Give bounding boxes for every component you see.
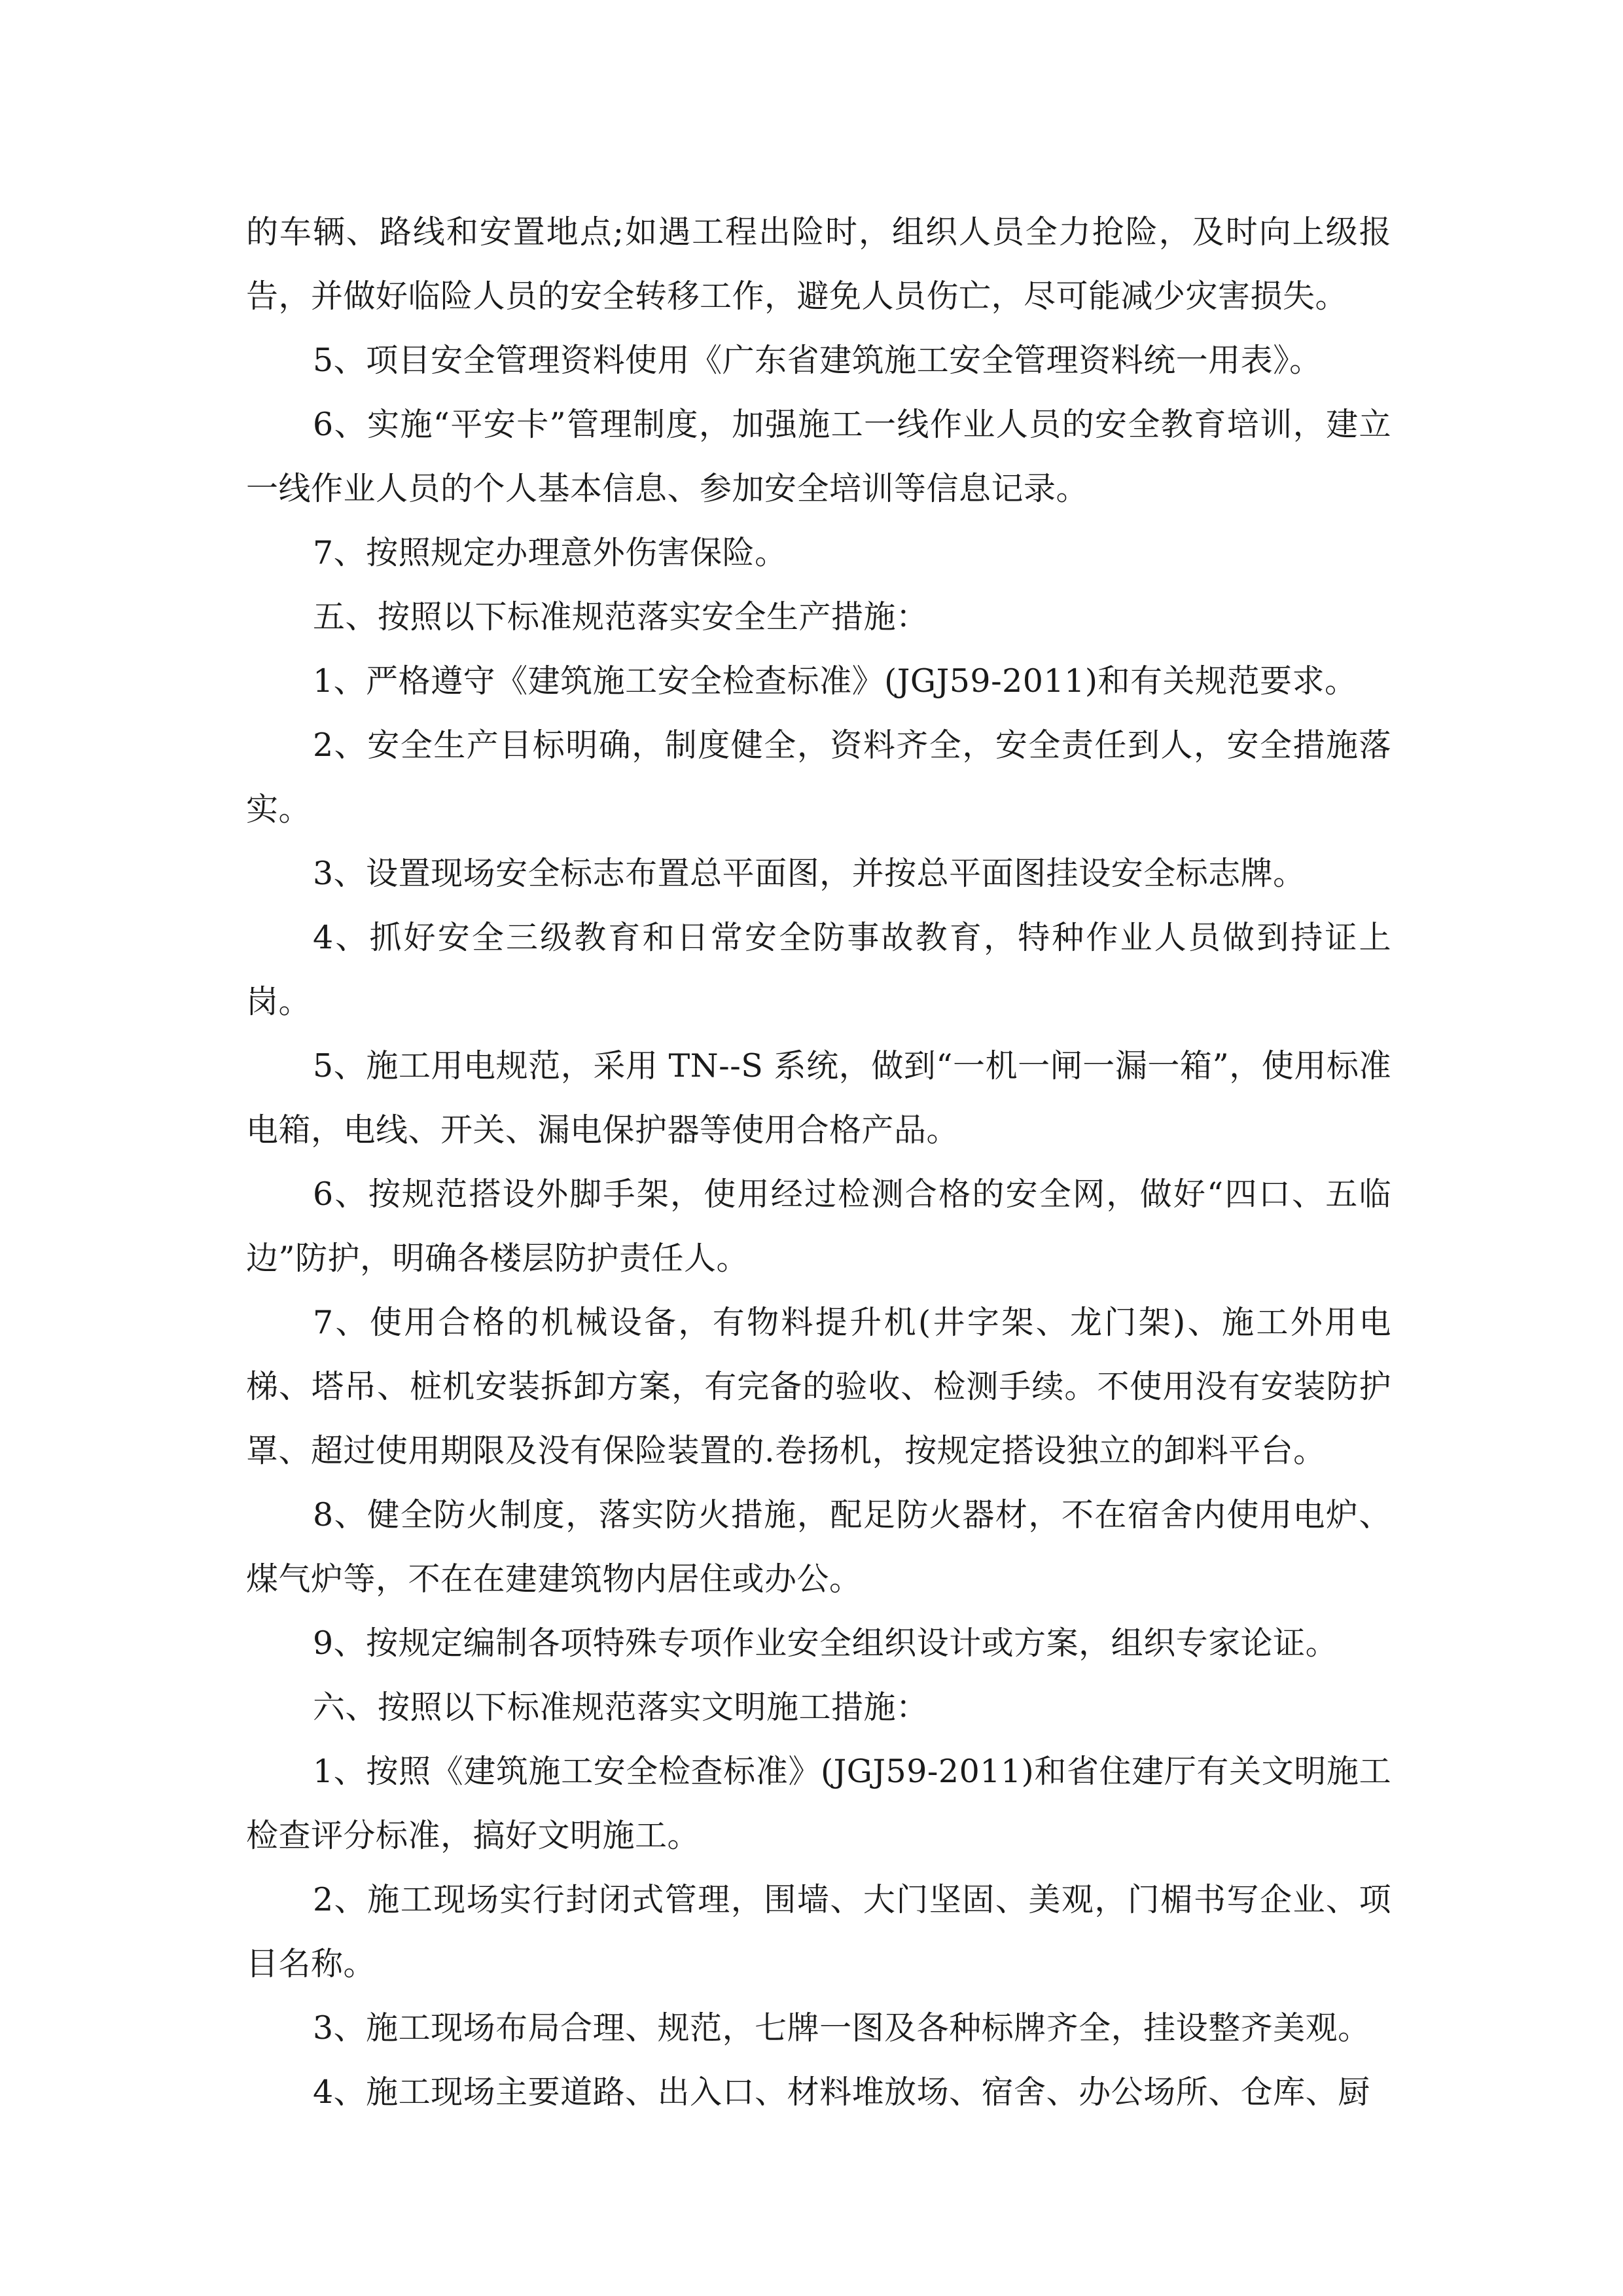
paragraph-17: 3、施工现场布局合理、规范，七牌一图及各种标牌齐全，挂设整齐美观。 xyxy=(313,2009,1370,2047)
paragraph-3: 7、按照规定办理意外伤害保险。 xyxy=(313,534,787,571)
paragraph-0: 的车辆、路线和安置地点;如遇工程出险时，组织人员全力抢险，及时向上级报告，并做好临险人员的安全转移工作，避免人员伤亡，尽可能减少灾害损失。 xyxy=(246,213,1391,315)
paragraph-12: 8、健全防火制度，落实防火措施，配足防火器材，不在宿舍内使用电炉、煤气炉等，不在在建建筑物内居住或办公。 xyxy=(246,1496,1391,1598)
section-heading-5: 五、按照以下标准规范落实安全生产措施： xyxy=(313,598,929,636)
document-body xyxy=(246,200,1391,2125)
paragraph-7: 3、设置现场安全标志布置总平面图，并按总平面图挂设安全标志牌。 xyxy=(313,855,1306,892)
paragraph-18: 4、施工现场主要道路、出入口、材料堆放场、宿舍、办公场所、仓库、厨 xyxy=(313,2073,1370,2111)
paragraph-13: 9、按规定编制各项特殊专项作业安全组织设计或方案，组织专家论证。 xyxy=(313,1624,1338,1662)
paragraph-5: 1、严格遵守《建筑施工安全检查标准》(JGJ59-2011)和有关规范要求。 xyxy=(313,662,1357,700)
paragraph-1: 5、项目安全管理资料使用《广东省建筑施工安全管理资料统一用表》。 xyxy=(313,342,1322,379)
paragraph-15: 1、按照《建筑施工安全检查标准》(JGJ59-2011)和省住建厅有关文明施工检查评分标准，搞好文明施工。 xyxy=(246,1753,1391,1854)
paragraph-9: 5、施工用电规范，采用 TN--S 系统，做到“一机一闸一漏一箱”，使用标准电箱，电线、开关、漏电保护器等使用合格产品。 xyxy=(246,1047,1391,1149)
section-heading-6: 六、按照以下标准规范落实文明施工措施： xyxy=(313,1689,929,1726)
paragraph-10: 6、按规范搭设外脚手架，使用经过检测合格的安全网，做好“四口、五临边”防护，明确各楼层防护责任人。 xyxy=(246,1175,1391,1277)
paragraph-6: 2、安全生产目标明确，制度健全，资料齐全，安全责任到人，安全措施落实。 xyxy=(246,726,1391,828)
paragraph-16: 2、施工现场实行封闭式管理，围墙、大门坚固、美观，门楣书写企业、项目名称。 xyxy=(246,1881,1391,1982)
paragraph-8: 4、抓好安全三级教育和日常安全防事故教育，特种作业人员做到持证上岗。 xyxy=(246,919,1391,1020)
paragraph-2: 6、实施“平安卡”管理制度，加强施工一线作业人员的安全教育培训，建立一线作业人员的个人基本信息、参加安全培训等信息记录。 xyxy=(246,406,1391,507)
paragraph-11: 7、使用合格的机械设备，有物料提升机(井字架、龙门架)、施工外用电梯、塔吊、桩机安装拆卸方案，有完备的验收、检测手续。不使用没有安装防护罩、超过使用期限及没有保险装置的.卷扬机，按规定搭设独立的卸料平台。 xyxy=(246,1304,1391,1469)
